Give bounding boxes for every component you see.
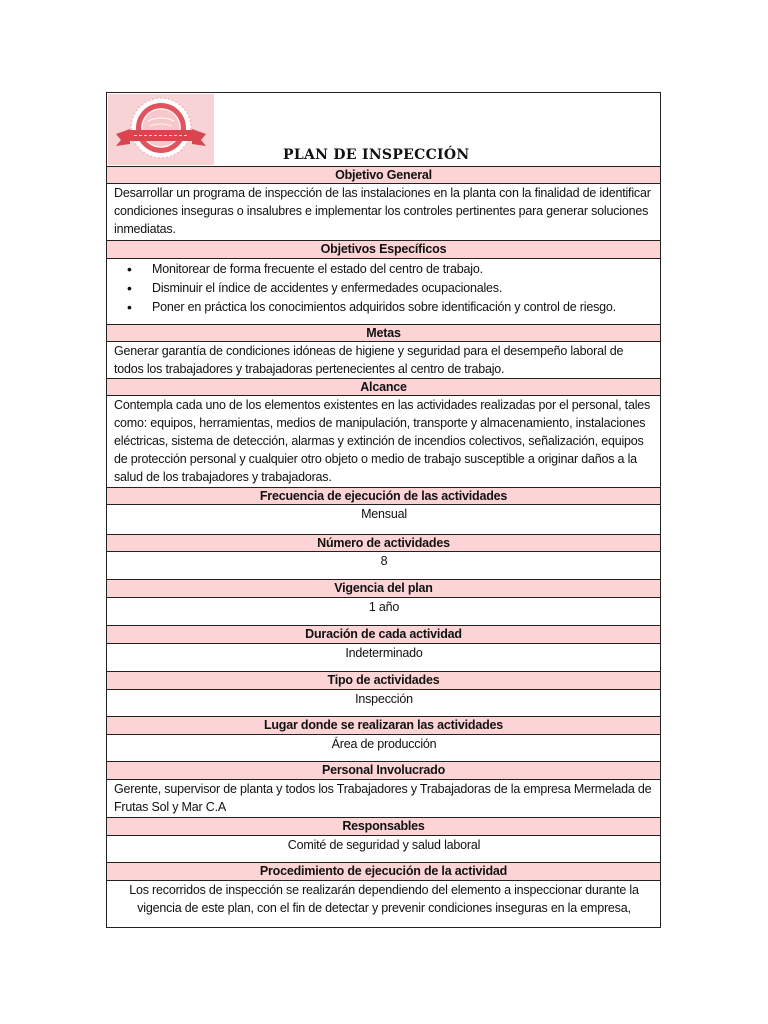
section-text-duracion: Indeterminado [107, 644, 660, 672]
section-heading-objetivo-general: Objetivo General [107, 167, 660, 184]
list-item: • Poner en práctica los conocimientos adquiridos sobre identificación y control de riesgo. [127, 298, 660, 317]
section-heading-responsables: Responsables [107, 818, 660, 836]
section-heading-objetivos-especificos: Objetivos Específicos [107, 241, 660, 259]
section-text-procedimiento: Los recorridos de inspección se realizarán dependiendo del elemento a inspeccionar durante la vigencia de este plan, con el fin de detectar y prevenir condiciones inseguras en la empresa, [129, 883, 639, 915]
section-text-objetivo-general: Desarrollar un programa de inspección de las instalaciones en la planta con la finalidad de identificar condiciones inseguras o insalubres e implementar los controles pertinentes para generar soluciones inmediatas. [107, 184, 660, 241]
section-text-vigencia: 1 año [107, 598, 660, 626]
section-text-frecuencia: Mensual [107, 505, 660, 535]
section-heading-metas: Metas [107, 325, 660, 342]
section-heading-vigencia: Vigencia del plan [107, 580, 660, 598]
section-text-lugar: Área de producción [107, 735, 660, 762]
section-heading-duracion: Duración de cada actividad [107, 626, 660, 644]
page-title: PLAN DE INSPECCIÓN [283, 147, 470, 163]
section-heading-personal: Personal Involucrado [107, 762, 660, 780]
section-text-metas: Generar garantía de condiciones idóneas de higiene y seguridad para el desempeño laboral de todos los trabajadores y trabajadoras pertenecientes al centro de trabajo. [107, 342, 660, 379]
section-list-objetivos-especificos [107, 259, 660, 325]
section-heading-numero-actividades: Número de actividades [107, 535, 660, 552]
section-heading-procedimiento: Procedimiento de ejecución de la actividad [107, 863, 660, 881]
section-heading-tipo: Tipo de actividades [107, 672, 660, 690]
section-text-personal: Gerente, supervisor de planta y todos los Trabajadores y Trabajadoras de la empresa Mermelada de Frutas Sol y Mar C.A [107, 780, 660, 818]
list-item: • Disminuir el índice de accidentes y enfermedades ocupacionales. [127, 279, 660, 298]
document-header [107, 93, 660, 167]
section-heading-alcance: Alcance [107, 379, 660, 396]
bullet-list [107, 259, 660, 317]
section-heading-lugar: Lugar donde se realizaran las actividades [107, 717, 660, 735]
section-text-alcance: Contempla cada uno de los elementos existentes en las actividades realizadas por el personal, tales como: equipos, herramientas, medios de manipulación, transporte y almacenamiento, instalaciones eléctricas, sistema de detección, alarmas y extinción de incendios colectivos, señalización, equipos de protección personal y cualquier otro objeto o medio de trabajo susceptible a originar daños a la salud de los trabajadores y trabajadoras. [107, 396, 660, 488]
section-text-tipo: Inspección [107, 690, 660, 717]
seal-logo-icon [108, 94, 214, 165]
section-text-numero-actividades: 8 [107, 552, 660, 580]
section-heading-frecuencia: Frecuencia de ejecución de las actividades [107, 488, 660, 505]
section-text-responsables: Comité de seguridad y salud laboral [107, 836, 660, 863]
company-logo [108, 94, 214, 165]
inspection-plan-table [106, 92, 661, 928]
list-item: • Monitorear de forma frecuente el estado del centro de trabajo. [127, 260, 660, 279]
